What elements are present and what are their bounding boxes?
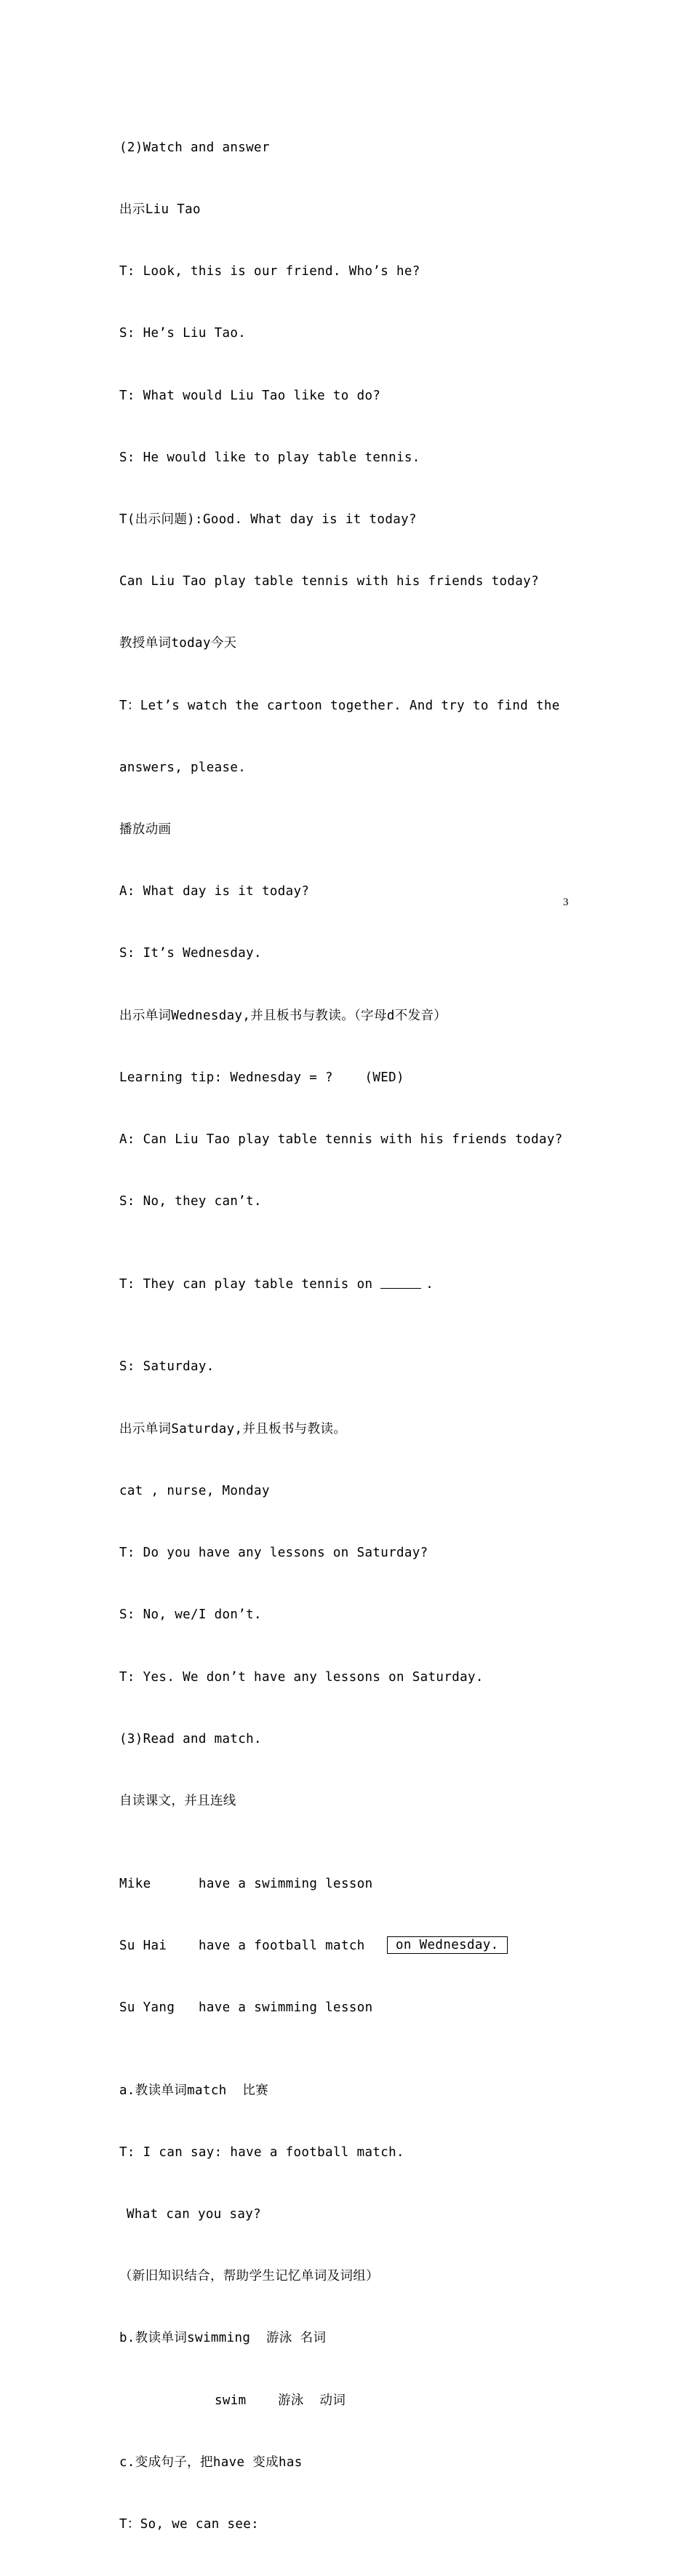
text-line: S: It’s Wednesday. [119,946,262,961]
text-line: b.教读单词swimming 游泳 名词 [119,2331,327,2346]
text-line: S: He’s Liu Tao. [119,326,247,341]
text-line: 出示Liu Tao [119,202,201,218]
text-line: T: Yes. We don’t have any lessons on Saturday. [119,1669,484,1685]
text-line: A: Can Liu Tao play table tennis with his friends today? [119,1132,563,1148]
lesson-plan-text [119,96,585,2576]
text-line: S: No, we/I don’t. [119,1607,262,1623]
text-line: T: I can say: have a football match. [119,2144,404,2160]
match-row [119,1936,585,1956]
text-line: 出示单词Wednesday,并且板书与教读。（字母d不发音） [119,1008,447,1023]
match-activity: have a football match [199,1938,365,1953]
match-name: Su Hai [119,1938,167,1953]
text-line: answers, please. [119,760,247,775]
match-row [119,1997,585,2018]
match-name: Su Yang [119,2000,175,2015]
text-line: Can Liu Tao play table tennis with his friends today? [119,574,539,589]
match-activity: have a swimming lesson [199,1876,373,1891]
match-row [119,1874,585,1894]
match-activity: have a swimming lesson [199,2000,373,2015]
text-line: Learning tip: Wednesday = ? (WED) [119,1070,404,1085]
text-line: S: He would like to play table tennis. [119,450,420,465]
text-line: a.教读单词match 比赛 [119,2083,269,2098]
text-line: （新旧知识结合，帮助学生记忆单词及词组） [119,2269,379,2284]
text-line: T: Do you have any lessons on Saturday? [119,1546,428,1561]
text-line: A: What day is it today? [119,884,310,899]
match-name: Mike [119,1876,151,1891]
answer-blank [380,1275,421,1289]
text-line: T: Look, this is our friend. Who’s he? [119,264,420,279]
text-line: 教授单词today今天 [119,636,237,651]
text-line: T(出示问题):Good. What day is it today? [119,512,417,528]
blank-prefix: T: They can play table tennis on [119,1276,381,1292]
text-line: S: Saturday. [119,1359,215,1375]
text-line: T：So, we can see: [119,2516,260,2532]
match-boxed-answer: on Wednesday. [387,1936,508,1954]
text-line: T: What would Liu Tao like to do? [119,388,381,403]
text-line: S: No, they can’t. [119,1194,262,1209]
fill-in-blank-line [119,1274,585,1295]
blank-suffix: . [426,1276,434,1292]
text-line: cat , nurse, Monday [119,1483,270,1498]
text-line: 出示单词Saturday,并且板书与教读。 [119,1421,347,1436]
text-line: c.变成句子，把have 变成has [119,2454,303,2470]
text-line: swim 游泳 动词 [215,2393,346,2408]
text-line: 自读课文，并且连线 [119,1793,236,1808]
text-line: (2)Watch and answer [119,140,270,155]
text-line: (3)Read and match. [119,1731,262,1746]
text-line: 播放动画 [119,822,172,838]
text-line: T：Let’s watch the cartoon together. And try to find the [119,698,560,713]
page-number: 3 [563,897,569,908]
text-line: What can you say? [127,2206,262,2222]
